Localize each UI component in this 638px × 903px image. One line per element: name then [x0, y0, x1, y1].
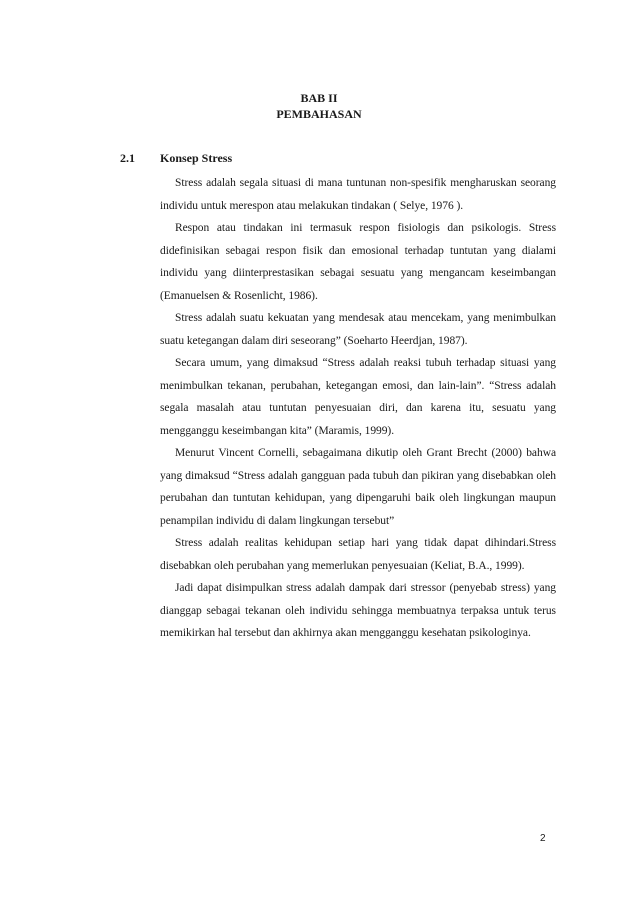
section-number: 2.1 — [120, 151, 135, 165]
section-body — [160, 172, 556, 645]
section-title: Konsep Stress — [160, 151, 233, 165]
paragraph-7: Jadi dapat disimpulkan stress adalah dampak dari stressor (penyebab stress) yang dianggap sebagai tekanan oleh individu sehingga membuatnya terpaksa untuk terus memikirkan hal tersebut dan akhirnya akan mengganggu kesehatan psikologinya. — [160, 582, 556, 639]
paragraph-1: Stress adalah segala situasi di mana tuntunan non-spesifik mengharuskan seorang individu untuk merespon atau melakukan tindakan ( Selye, 1976 ). — [160, 177, 556, 212]
paragraph-6: Stress adalah realitas kehidupan setiap hari yang tidak dapat dihindari.Stress disebabkan oleh perubahan yang memerlukan penyesuaian (Keliat, B.A., 1999). — [160, 537, 556, 572]
paragraph-5: Menurut Vincent Cornelli, sebagaimana dikutip oleh Grant Brecht (2000) bahwa yang dimaksud “Stress adalah gangguan pada tubuh dan pikiran yang disebabkan oleh perubahan dan tuntutan kehidupan, yang dipengaruhi baik oleh lingkungan maupun penampilan individu di dalam lingkungan tersebut” — [160, 447, 556, 527]
paragraph-3: Stress adalah suatu kekuatan yang mendesak atau mencekam, yang menimbulkan suatu ketegangan dalam diri seseorang” (Soeharto Heerdjan, 1987). — [160, 312, 556, 347]
paragraph-2: Respon atau tindakan ini termasuk respon fisiologis dan psikologis. Stress didefinisikan sebagai respon fisik dan emosional terhadap tuntutan yang dialami individu yang diinterprestasikan sebagai sesuatu yang mengancam keseimbangan (Emanuelsen & Rosenlicht, 1986). — [160, 222, 556, 302]
chapter-label: BAB II — [300, 91, 338, 105]
chapter-title: PEMBAHASAN — [276, 107, 362, 121]
page-number: 2 — [540, 833, 546, 844]
paragraph-4: Secara umum, yang dimaksud “Stress adalah reaksi tubuh terhadap situasi yang menimbulkan tekanan, perubahan, ketegangan emosi, dan lain-lain”. “Stress adalah segala masalah atau tuntutan penyesuaian diri, dan karena itu, sesuatu yang mengganggu keseimbangan kita” (Maramis, 1999). — [160, 357, 556, 437]
